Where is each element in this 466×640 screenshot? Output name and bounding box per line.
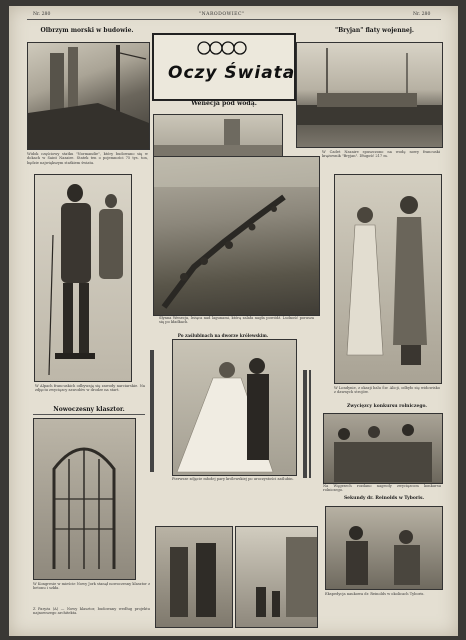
caption-monastery: W Kongresie w mieście Nowy Jork stanął nowoczesny klasztor z betonu i szkła.	[33, 582, 150, 591]
skiers-photo	[34, 174, 132, 382]
header-rule	[27, 19, 441, 20]
costume-ladies-photo	[334, 174, 442, 384]
venice-flood-photo	[153, 156, 320, 316]
street-scene-photo	[235, 526, 318, 628]
section-logo-text: Oczy Świata	[168, 63, 296, 83]
decorative-bar	[309, 370, 311, 478]
title-navy: "Bryjan" flaty wojennej.	[334, 27, 415, 34]
caption-navy: W Cadet Nazaire spuszczono na wodę nowy francuski krążownik "Bryjan". Długość 217 m.	[322, 150, 440, 159]
decorative-bar	[150, 350, 154, 472]
warship-photo	[296, 42, 443, 148]
page-number-left: Nr. 280	[33, 12, 51, 17]
title-ship: Olbrzym morski w budowie.	[40, 27, 134, 34]
title-venice: Wenecja pod wodą.	[191, 100, 257, 107]
monastery-photo	[33, 418, 136, 580]
title-wedding: Po zaślubinach na dworze królewskim.	[177, 333, 269, 338]
caption-skiers: W Alpach francuskich odbywają się zawody narciarskie. Na zdjęciu zwycięzcy zawodów w drodze na start.	[35, 384, 145, 393]
caption-ship: Widok częściowy statku "Normandie", który budowano się w dokach w Saint Nazaire. Statek ten o pojemności 75 tys. ton, będzie największym statkiem świata.	[27, 152, 148, 165]
caption-wedding: Pierwsze zdjęcie młodej pary królewskiej po uroczystości zaślubin.	[172, 477, 294, 481]
rings-emblem-icon	[194, 39, 254, 57]
section-rule	[33, 414, 145, 415]
caption-venice: Słynna Wenecja, leżąca nad lagunami, którą zalała nagła powódź. Ludność porusza się po kładkach.	[159, 316, 314, 325]
masthead: "NARODOWIEC"	[199, 12, 245, 17]
expedition-photo	[325, 506, 443, 590]
caption-expedition: Ekspedycja naukowa dr. Reinolds w okolicach Tyboris.	[325, 592, 425, 596]
decorative-bar	[303, 370, 307, 478]
ship-photo	[27, 42, 150, 150]
section-logo	[152, 33, 296, 101]
soldiers-photo	[155, 526, 233, 628]
title-farmers: Zwycięzcy konkursu rolniczego.	[347, 404, 427, 409]
farmers-photo	[323, 413, 443, 484]
page-number-right: Nr. 280	[413, 12, 431, 17]
caption-farmers: Na Węgrzech rozdano nagrody zwycięzcom konkursu rolniczego.	[323, 484, 441, 493]
title-expedition: Sekundy dr. Reinolds w Tyboris.	[343, 496, 425, 501]
bottom-left-note: Z Paryża (A) — Nowy klasztor, budowany według projektu najnowszego architekta.	[33, 607, 150, 616]
royal-wedding-photo	[172, 339, 297, 476]
caption-ladies: W Londynie, z okazji balu Św. Alicji, odbyło się widowisko z dawnych strojów.	[334, 386, 440, 395]
title-monastery: Nowoczesny klasztor.	[53, 406, 125, 413]
newspaper-page	[9, 6, 458, 636]
